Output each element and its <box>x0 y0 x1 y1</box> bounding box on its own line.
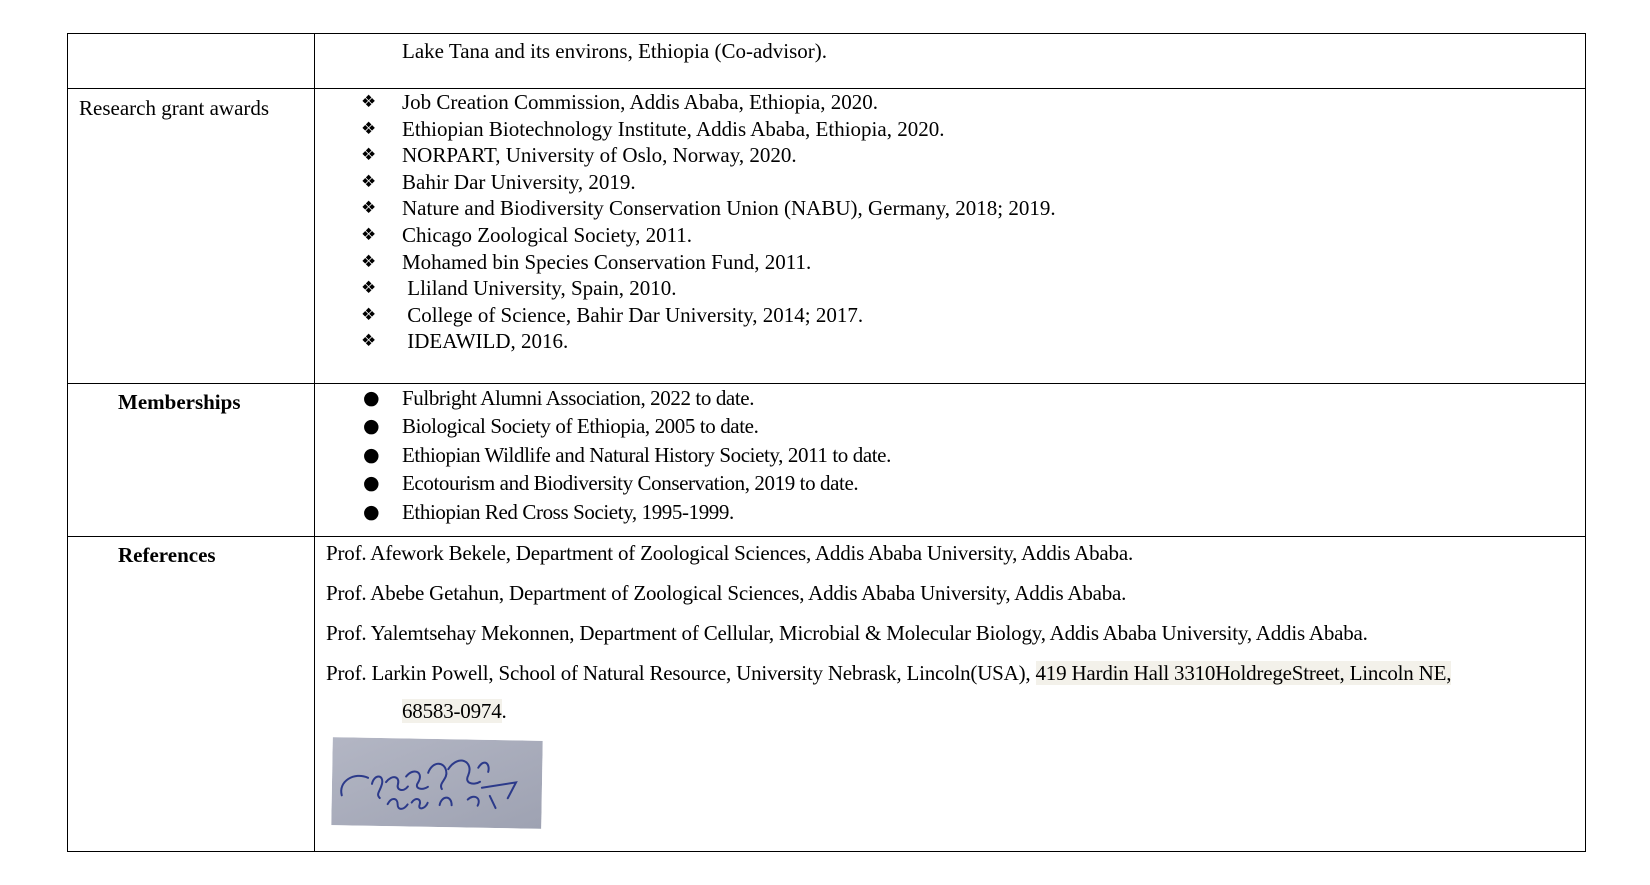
list-item: ● Fulbright Alumni Association, 2022 to date. <box>315 384 1585 412</box>
list-item: ● Biological Society of Ethiopia, 2005 to date. <box>315 412 1585 440</box>
memberships-label: Memberships <box>118 390 241 414</box>
references-label: References <box>118 543 216 567</box>
memberships-list <box>315 384 1585 526</box>
continuation-content-cell <box>315 34 1586 89</box>
list-item: ❖ Bahir Dar University, 2019. <box>361 169 636 194</box>
continuation-label-cell <box>68 34 315 89</box>
grants-content-cell <box>315 89 1586 384</box>
dot-bullet-icon: ● <box>363 500 380 523</box>
dot-bullet-icon: ● <box>363 472 380 495</box>
list-item: ❖ Lliland University, Spain, 2010. <box>361 276 677 301</box>
list-item: ❖ NORPART, University of Oslo, Norway, 2020. <box>361 143 797 168</box>
list-item: ❖ College of Science, Bahir Dar University, 2014; 2017. <box>361 302 864 327</box>
memberships-label-cell <box>68 384 315 537</box>
diamond-bullet-icon: ❖ <box>361 331 377 352</box>
list-item: ❖ Nature and Biodiversity Conservation Union (NABU), Germany, 2018; 2019. <box>361 196 1056 221</box>
dot-bullet-icon: ● <box>363 415 380 438</box>
signature-icon <box>331 737 543 829</box>
references-label-cell <box>68 537 315 852</box>
list-item: ❖ Ethiopian Biotechnology Institute, Addis Ababa, Ethiopia, 2020. <box>361 116 945 141</box>
list-item: ❖ Mohamed bin Species Conservation Fund, 2011. <box>361 249 812 274</box>
list-item: ❖ Job Creation Commission, Addis Ababa, Ethiopia, 2020. <box>361 90 878 114</box>
diamond-bullet-icon: ❖ <box>361 198 377 219</box>
continuation-text: Lake Tana and its environs, Ethiopia (Co-advisor). <box>402 39 828 63</box>
grants-row <box>68 89 1586 384</box>
list-item: ❖ IDEAWILD, 2016. <box>361 329 569 354</box>
reference-item: Prof. Afework Bekele, Department of Zoological Sciences, Addis Ababa University, Addis Ababa. <box>326 541 1134 565</box>
references-row <box>68 537 1586 852</box>
list-item: ● Ecotourism and Biodiversity Conservation, 2019 to date. <box>315 469 1585 497</box>
continuation-label <box>68 34 314 39</box>
dot-bullet-icon: ● <box>363 443 380 466</box>
list-item: ● Ethiopian Red Cross Society, 1995-1999. <box>315 498 1585 526</box>
diamond-bullet-icon: ❖ <box>361 171 377 192</box>
reference-item: Prof. Yalemtsehay Mekonnen, Department of Cellular, Microbial & Molecular Biology, Addis Ababa University, Addis Ababa. <box>326 621 1368 645</box>
diamond-bullet-icon: ❖ <box>361 118 377 139</box>
diamond-bullet-icon: ❖ <box>361 278 377 299</box>
references-list <box>315 537 1585 827</box>
references-content-cell <box>315 537 1586 852</box>
memberships-row <box>68 384 1586 537</box>
memberships-content-cell <box>315 384 1586 537</box>
grants-label: Research grant awards <box>79 96 270 120</box>
dot-bullet-icon: ● <box>363 387 380 409</box>
diamond-bullet-icon: ❖ <box>361 224 377 245</box>
signature-image <box>331 737 543 829</box>
reference-address: 419 Hardin Hall 3310HoldregeStreet, Lincoln NE, <box>1035 661 1452 685</box>
list-item: ❖ Chicago Zoological Society, 2011. <box>361 222 693 247</box>
diamond-bullet-icon: ❖ <box>361 304 377 325</box>
reference-item: Prof. Larkin Powell, School of Natural Resource, University Nebrask, Lincoln(USA), 419 Hardin Hall 3310HoldregeStreet, Lincoln NE, 68583-0974. <box>326 661 1452 723</box>
diamond-bullet-icon: ❖ <box>361 251 377 272</box>
diamond-bullet-icon: ❖ <box>361 92 377 112</box>
reference-zip: 68583-0974 <box>402 699 502 723</box>
reference-item: Prof. Abebe Getahun, Department of Zoological Sciences, Addis Ababa University, Addis Ababa. <box>326 581 1127 605</box>
grants-list <box>315 89 1585 355</box>
grants-label-cell <box>68 89 315 384</box>
list-item: ● Ethiopian Wildlife and Natural History Society, 2011 to date. <box>315 441 1585 469</box>
diamond-bullet-icon: ❖ <box>361 145 377 166</box>
continuation-row <box>68 34 1586 89</box>
cv-table <box>67 33 1586 852</box>
